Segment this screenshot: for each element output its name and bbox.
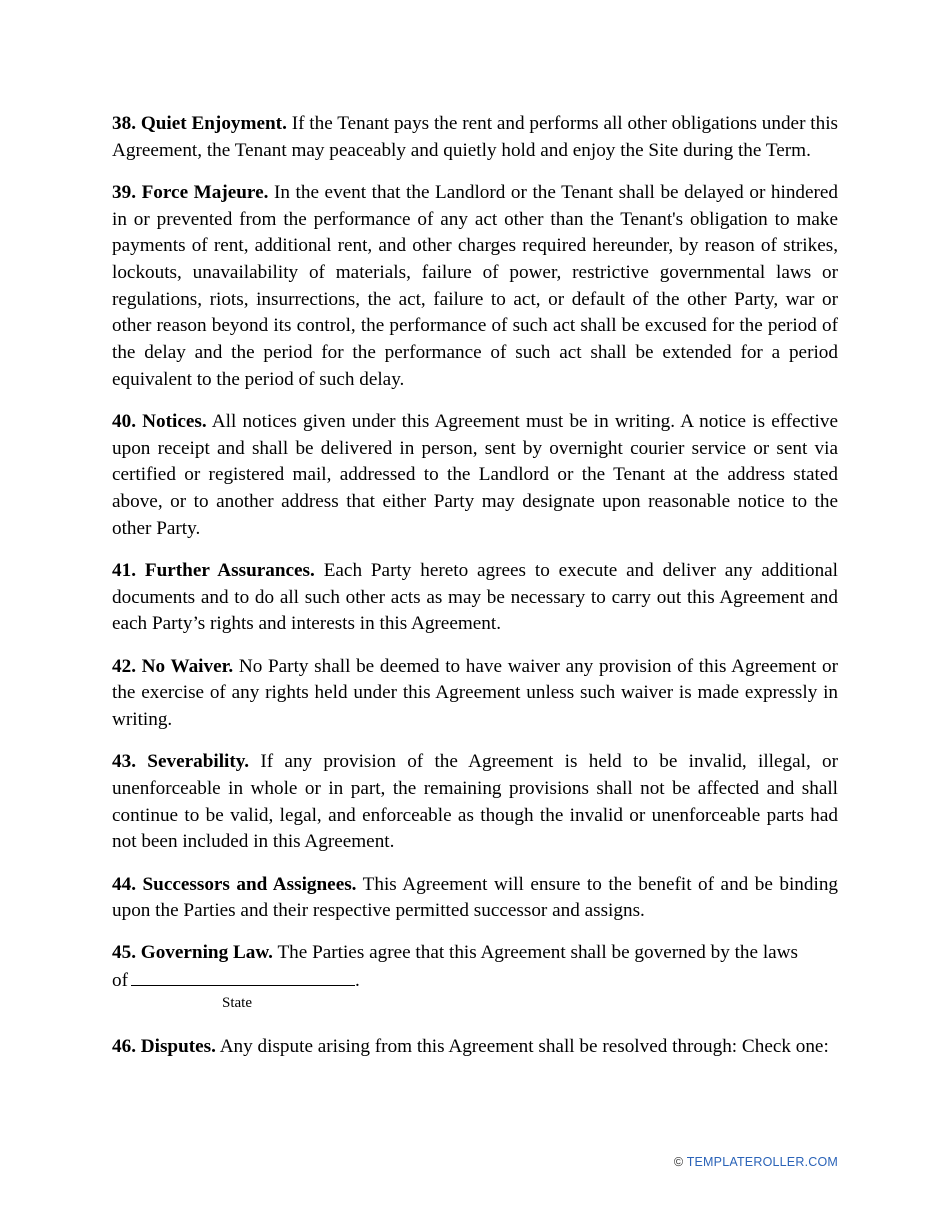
clause-43-severability <box>112 749 838 856</box>
clause-text: Any dispute arising from this Agreement shall be resolved through: Check one: <box>219 1035 829 1057</box>
clause-45-governing-law <box>112 940 838 967</box>
clause-title: Disputes. <box>140 1035 216 1057</box>
clause-text: Each Party hereto agrees to execute and deliver any additional documents and to do all such other acts as may be necessary to carry out this Agreement and each Party’s rights and interests in this Agreement. <box>112 560 839 635</box>
clause-42-no-waiver <box>112 654 838 734</box>
clause-41-further-assurances <box>112 558 838 638</box>
clause-number: 44. <box>112 873 136 895</box>
clause-text: If any provision of the Agreement is held to be invalid, illegal, or unenforceable in whole or in part, the remaining provisions shall not be affected and shall continue to be valid, legal, and enforceable as though the invalid or unenforceable parts had not been included in this Agreement. <box>112 751 839 853</box>
copyright-symbol: © <box>673 1155 684 1169</box>
clause-number: 41. <box>112 560 136 582</box>
clause-text: No Party shall be deemed to have waiver any provision of this Agreement or the exercise of any rights held under this Agreement unless such waiver is made expressly in writing. <box>112 655 839 731</box>
clause-46-disputes <box>112 1034 838 1061</box>
clause-40-notices <box>112 409 838 543</box>
clause-text: The Parties agree that this Agreement shall be governed by the laws <box>277 942 799 964</box>
governing-law-state-line <box>112 967 838 995</box>
clause-text: All notices given under this Agreement must be in writing. A notice is effective upon receipt and shall be delivered in person, sent by overnight courier service or sent via certified or registered mail, addressed to the Landlord or the Tenant at the address stated above, or to another address that either Party may designate upon reasonable notice to the other Party. <box>112 411 838 539</box>
clause-title: Severability. <box>147 751 250 773</box>
clause-number: 43. <box>112 751 136 773</box>
state-field-label: State <box>222 994 252 1011</box>
clause-title: No Waiver. <box>141 655 234 677</box>
templateroller-link[interactable]: TEMPLATEROLLER.COM <box>686 1155 838 1169</box>
document-page <box>112 111 838 1076</box>
clause-title: Notices. <box>142 411 207 433</box>
clause-text: This Agreement will ensure to the benefit of and be binding upon the Parties and their respective permitted successor and assigns. <box>112 873 839 922</box>
clause-number: 38. <box>112 113 136 134</box>
clause-number: 46. <box>112 1035 136 1057</box>
clause-44-successors-and-assignees <box>112 872 838 925</box>
clause-number: 42. <box>112 655 136 677</box>
clause-title: Governing Law. <box>140 942 273 964</box>
state-blank-field[interactable] <box>131 967 355 986</box>
clause-39-force-majeure <box>112 180 838 394</box>
governing-law-suffix: . <box>354 970 360 992</box>
clause-title: Force Majeure. <box>141 181 269 203</box>
clause-text: If the Tenant pays the rent and performs all other obligations under this Agreement, the Tenant may peaceably and quietly hold and enjoy the Site during the Term. <box>112 113 839 161</box>
clause-number: 45. <box>112 942 136 964</box>
footer-credit <box>674 1155 838 1169</box>
clause-number: 40. <box>112 411 136 433</box>
clause-title: Further Assurances. <box>144 560 315 582</box>
clause-title: Quiet Enjoyment. <box>140 113 287 134</box>
clause-38-quiet-enjoyment <box>112 111 838 164</box>
clause-text: In the event that the Landlord or the Tenant shall be delayed or hindered in or prevented from the performance of any act other than the Tenant's obligation to make payments of rent, additional rent, and other charges required hereunder, by reason of strikes, lockouts, unavailability of materials, failure of power, restrictive governmental laws or regulations, riots, insurrections, the act, failure to act, or default of the other Party, war or other reason beyond its control, the performance of such act shall be excused for the period of the delay and the period for the performance of such act shall be extended for a period equivalent to the period of such delay. <box>112 181 839 390</box>
clause-number: 39. <box>112 181 136 203</box>
governing-law-prefix: of <box>112 970 128 992</box>
clause-title: Successors and Assignees. <box>142 873 357 895</box>
